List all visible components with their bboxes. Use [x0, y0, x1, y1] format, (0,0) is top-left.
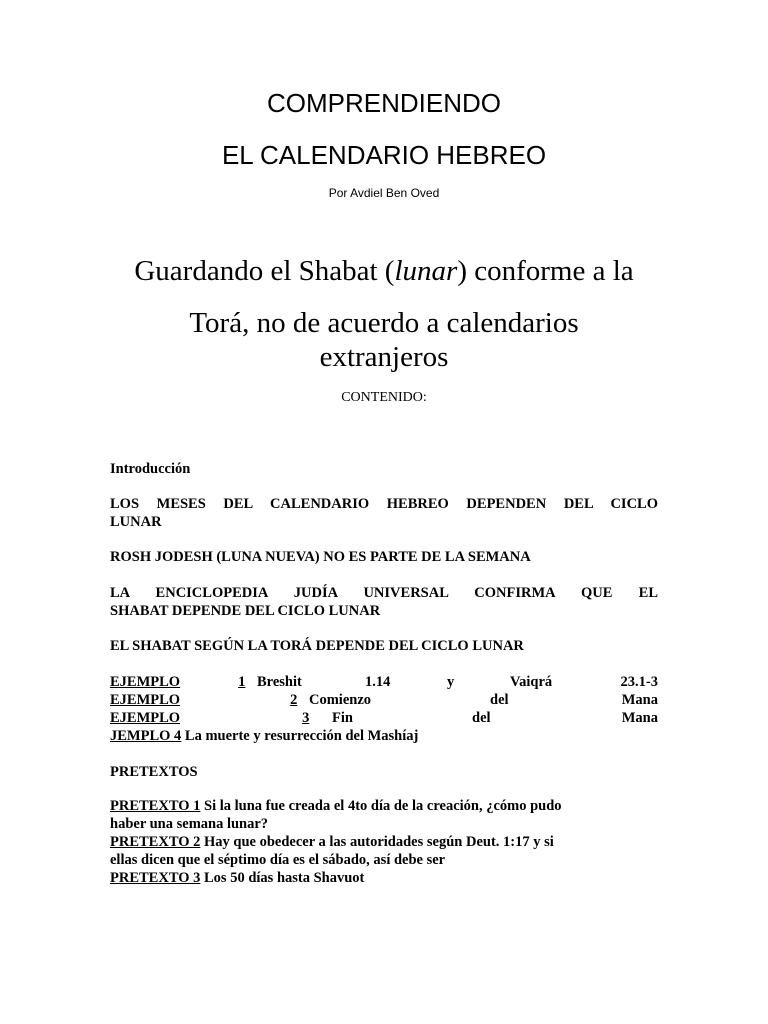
- toc-pretexto-1-cont: haber una semana lunar?: [110, 816, 269, 832]
- toc-enciclopedia-line-2: SHABAT DEPENDE DEL CICLO LUNAR: [110, 603, 381, 619]
- toc-ejemplo-3: EJEMPLO 3 Fin del Mana: [110, 710, 658, 726]
- toc-enciclopedia-line-1: LA ENCICLOPEDIA JUDÍA UNIVERSAL CONFIRMA QUE EL: [110, 585, 658, 601]
- toc-shabat-lunar: EL SHABAT SEGÚN LA TORÁ DEPENDE DEL CICLO LUNAR: [110, 638, 524, 654]
- toc-rosh-jodesh: ROSH JODESH (LUNA NUEVA) NO ES PARTE DE LA SEMANA: [110, 549, 531, 565]
- toc-ejemplo-4: JEMPLO 4 La muerte y resurrección del Mashíaj: [110, 728, 419, 744]
- pretexto-3-label: PRETEXTO 3: [110, 870, 201, 886]
- toc-pretexto-2: PRETEXTO 2 Hay que obedecer a las autoridades según Deut. 1:17 y si: [110, 834, 554, 850]
- toc-pretexto-2-cont: ellas dicen que el séptimo día es el sábado, así debe ser: [110, 852, 446, 868]
- ejemplo-2-label: EJEMPLO 2: [110, 692, 298, 708]
- toc-pretextos: PRETEXTOS: [110, 764, 198, 780]
- ejemplo-1-label: EJEMPLO 1: [110, 674, 246, 690]
- toc-meses-line-2: LUNAR: [110, 514, 162, 530]
- toc-meses-line-1: LOS MESES DEL CALENDARIO HEBREO DEPENDEN DEL CICLO: [110, 496, 658, 512]
- contents-heading: CONTENIDO:: [341, 390, 427, 405]
- ejemplo-3-label: EJEMPLO 3: [110, 710, 310, 726]
- title-line-2: EL CALENDARIO HEBREO: [221, 140, 547, 170]
- toc-intro: Introducción: [110, 461, 191, 477]
- subtitle-emphasis: lunar: [394, 255, 458, 287]
- pretexto-1-label: PRETEXTO 1: [110, 798, 201, 814]
- toc-ejemplo-2: EJEMPLO 2 Comienzo del Mana: [110, 692, 658, 708]
- subtitle-line-3: extranjeros: [319, 341, 449, 373]
- toc-pretexto-1: PRETEXTO 1 Si la luna fue creada el 4to día de la creación, ¿cómo pudo: [110, 798, 562, 814]
- subtitle-line-1: Guardando el Shabat (lunar) conforme a la: [134, 255, 634, 287]
- toc-pretexto-3: PRETEXTO 3 Los 50 días hasta Shavuot: [110, 870, 365, 886]
- author-line: Por Avdiel Ben Oved: [328, 186, 440, 200]
- pretexto-2-label: PRETEXTO 2: [110, 834, 201, 850]
- subtitle-line-2: Torá, no de acuerdo a calendarios: [189, 307, 579, 339]
- toc-ejemplo-1: EJEMPLO 1 Breshit 1.14 y Vaiqrá 23.1-3: [110, 674, 658, 690]
- ejemplo-4-label: JEMPLO 4: [110, 728, 182, 744]
- title-line-1: COMPRENDIENDO: [266, 88, 501, 118]
